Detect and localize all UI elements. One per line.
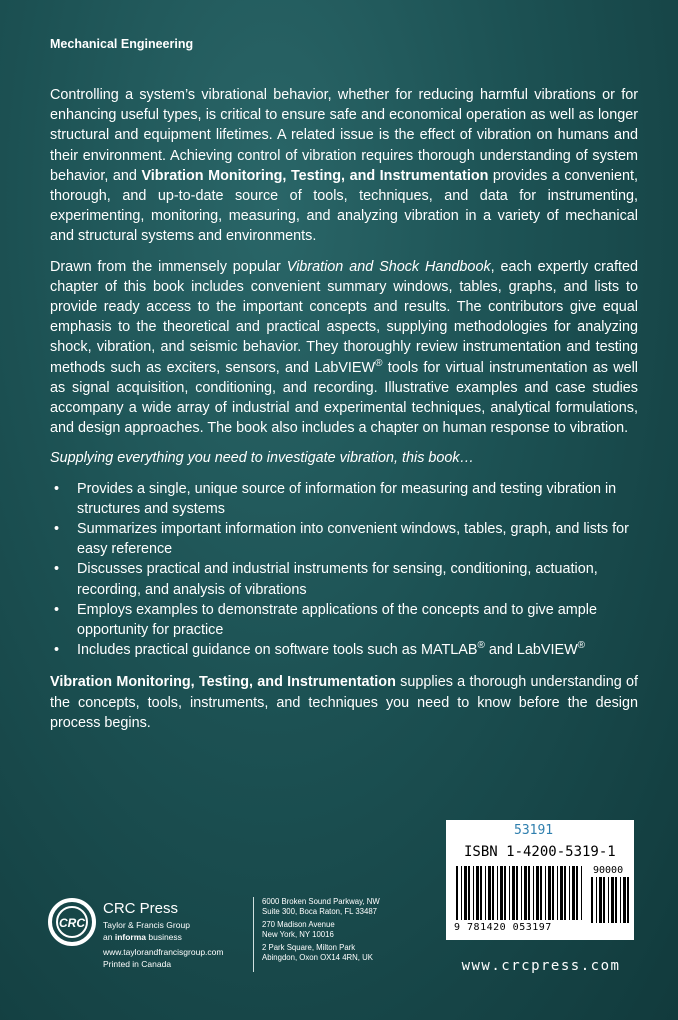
feature-list: [50, 479, 638, 661]
barcode-bar: [485, 866, 486, 920]
logo-text: CRC: [59, 916, 85, 930]
barcode-bar: [569, 866, 570, 920]
barcode-bar: [488, 866, 491, 920]
address-line: Suite 300, Boca Raton, FL 33487: [262, 906, 378, 916]
barcode-bar: [627, 877, 629, 923]
barcode-bar: [524, 866, 527, 920]
barcode-addon-image: [591, 877, 631, 923]
barcode-bar: [615, 877, 617, 923]
barcode-bar: [564, 866, 566, 920]
barcode-bar: [468, 866, 470, 920]
business-suffix: business: [146, 932, 182, 942]
category-label: Mechanical Engineering: [50, 37, 194, 51]
barcode-bar: [599, 877, 602, 923]
publisher-addresses: [262, 897, 380, 962]
p1-book-title: Vibration Monitoring, Testing, and Instrumentation: [141, 167, 489, 184]
barcode-bar: [620, 877, 621, 923]
barcode-bar: [509, 866, 510, 920]
sku-number: 53191: [514, 823, 554, 838]
list-item: • Summarizes important information into convenient windows, tables, graph, and lists for easy reference: [50, 519, 638, 559]
p2-text-middle: , each expertly crafted chapter of this book includes convenient summary windows, tables, graphs, and lists to provide ready access to the important concepts and results. The contributors give equal emphasis to the theoretical and practical aspects, supplying methodologies for analyzing shock, vibration, and seismic behavior. They thoroughly review instrumentation and testing methods such as exciters, sensors, and LabVIEW: [50, 258, 638, 376]
p2-handbook-title: Vibration and Shock Handbook: [286, 258, 491, 275]
barcode-bar: [548, 866, 551, 920]
list-item-text-end: and LabVIEW: [484, 642, 578, 659]
registered-mark: ®: [477, 640, 485, 652]
paragraph-2: [50, 257, 638, 439]
barcode-bar: [476, 866, 479, 920]
business-prefix: an: [103, 932, 115, 942]
p1-text-end: provides a convenient, thorough, and up-to-date source of tools, techniques, and data for instrumenting, experimenting, monitoring, measuring, and analyzing vibration in a variety of mechanical and structural systems and environments.: [50, 167, 638, 245]
printed-in: Printed in Canada: [103, 959, 172, 969]
list-item-text: Includes practical guidance on software tools such as MATLAB: [77, 642, 478, 659]
divider: [253, 897, 254, 972]
closing-text: supplies a thorough understanding of the concepts, tools, instruments, and techniques you need to know before the design process begins.: [50, 674, 638, 731]
barcode-digits: 9 781420 053197: [454, 922, 552, 933]
publisher-group: Taylor & Francis Group: [103, 920, 190, 930]
list-item: [50, 640, 638, 660]
barcode-bar: [608, 877, 609, 923]
barcode-bar: [603, 877, 605, 923]
p2-text: Drawn from the immensely popular: [50, 258, 287, 275]
barcode-bar: [536, 866, 539, 920]
barcode-bar: [521, 866, 522, 920]
publisher-business: [103, 932, 182, 942]
barcode-bar: [552, 866, 554, 920]
registered-mark: ®: [375, 357, 383, 369]
barcode-bar: [581, 866, 582, 920]
barcode-bar: [560, 866, 563, 920]
informa-brand: informa: [114, 932, 146, 942]
barcode-bar: [456, 866, 458, 920]
address-line: 2 Park Square, Milton Park: [262, 943, 356, 952]
publisher-website[interactable]: www.taylorandfrancisgroup.com: [103, 947, 224, 957]
barcode-bar: [512, 866, 515, 920]
barcode-panel: [446, 820, 634, 940]
paragraph-1: [50, 85, 638, 247]
barcode-bar: [591, 877, 593, 923]
address-line: 270 Madison Avenue: [262, 920, 335, 929]
list-item: • Provides a single, unique source of information for measuring and testing vibration in structures and systems: [50, 479, 638, 519]
barcode-bar: [576, 866, 578, 920]
barcode-bar: [473, 866, 474, 920]
barcode-bar: [533, 866, 534, 920]
p2-text-end: tools for virtual instrumentation as well as signal acquisition, conditioning, and recording. Illustrative examples and case studies accompany a wide array of industrial and experimental techniques, analytical formulations, and design approaches. The book also includes a chapter on human response to vibration.: [50, 359, 638, 437]
list-item: • Discusses practical and industrial instruments for sensing, conditioning, actuation, recording, and analysis of vibrations: [50, 559, 638, 599]
barcode-bar: [545, 866, 546, 920]
isbn-text: ISBN 1-4200-5319-1: [464, 844, 616, 860]
price-code: 90000: [593, 865, 624, 876]
barcode-bar: [572, 866, 575, 920]
publisher-name: CRC Press: [103, 900, 179, 917]
barcode-bar: [497, 866, 498, 920]
barcode-bar: [464, 866, 467, 920]
barcode-bar: [528, 866, 530, 920]
closing-book-title: Vibration Monitoring, Testing, and Instrumentation: [50, 674, 396, 691]
barcode-bar: [596, 877, 597, 923]
crc-logo-icon: [47, 897, 97, 947]
p1-text: Controlling a system’s vibrational behavior, whether for reducing harmful vibrations or for enhancing useful types, is critical to ensure safe and economical operation as well as longer structural and equipment lifetimes. A related issue is the effect of vibration on humans and their environment. Achieving control of vibration requires thorough understanding of system behavior, and: [50, 87, 638, 184]
barcode-image: [456, 866, 586, 920]
description: [50, 85, 638, 743]
barcode-bar: [557, 866, 558, 920]
barcode-bar: [623, 877, 626, 923]
address-line: 6000 Broken Sound Parkway, NW: [262, 897, 380, 906]
registered-mark: ®: [577, 640, 586, 652]
address-line: New York, NY 10016: [262, 929, 334, 939]
barcode-bar: [480, 866, 482, 920]
barcode-bar: [516, 866, 518, 920]
list-item: • Employs examples to demonstrate applications of the concepts and to give ample opportunity for practice: [50, 600, 638, 640]
barcode-bar: [611, 877, 614, 923]
barcode-bar: [504, 866, 506, 920]
bullet-intro: Supplying everything you need to investigate vibration, this book…: [50, 450, 474, 467]
barcode-bar: [461, 866, 462, 920]
address-line: Abingdon, Oxon OX14 4RN, UK: [262, 952, 373, 962]
website-link[interactable]: www.crcpress.com: [461, 958, 621, 974]
barcode-bar: [492, 866, 494, 920]
barcode-bar: [500, 866, 503, 920]
closing-paragraph: [50, 672, 638, 733]
barcode-bar: [540, 866, 542, 920]
